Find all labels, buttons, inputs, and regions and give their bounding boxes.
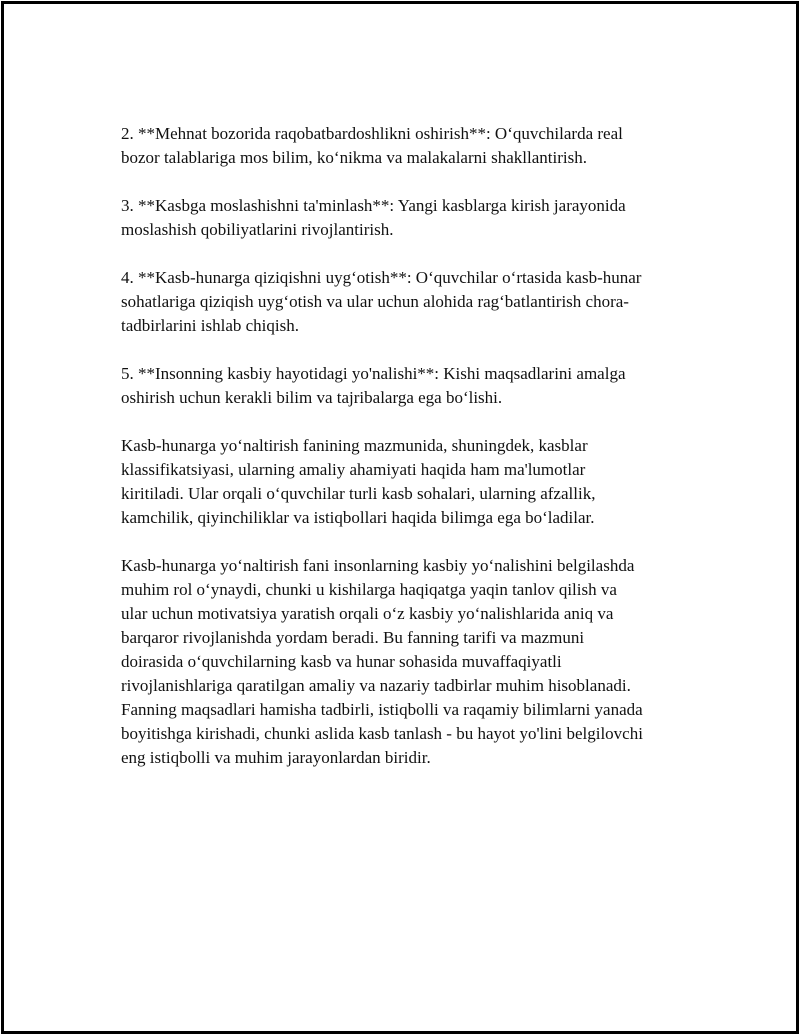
paragraph-goal-5: 5. **Insonning kasbiy hayotidagi yo'nalishi**: Kishi maqsadlarini amalga oshirish uchun kerakli bilim va tajribalarga ega bo‘lishi.	[121, 364, 626, 407]
paragraph-subject-role: Kasb-hunarga yo‘naltirish fani insonlarning kasbiy yo‘nalishini belgilashda muhim rol o‘ynaydi, chunki u kishilarga haqiqatga yaqin tanlov qilish va ular uchun motivatsiya yaratish orqali o‘z kasbiy yo‘nalishlarida aniq va barqaror rivojlanishda yordam beradi. Bu fanning tarifi va mazmuni doirasida o‘quvchilarning kasb va hunar sohasida muvaffaqiyatli rivojlanishlariga qaratilgan amaliy va nazariy tadbirlar muhim hisoblanadi. Fanning maqsadlari hamisha tadbirli, istiqbolli va raqamiy bilimlarni yanada boyitishga kirishadi, chunki aslida kasb tanlash - bu hayot yo'lini belgilovchi eng istiqbolli va muhim jarayonlardan biridir.	[121, 556, 643, 767]
paragraph-goal-2: 2. **Mehnat bozorida raqobatbardoshlikni oshirish**: O‘quvchilarda real bozor talablariga mos bilim, ko‘nikma va malakalarni shakllantirish.	[121, 124, 623, 167]
paragraph-goal-4: 4. **Kasb-hunarga qiziqishni uyg‘otish**: O‘quvchilar o‘rtasida kasb-hunar sohatlariga qiziqish uyg‘otish va ular uchun alohida rag‘batlantirish chora- tadbirlarini ishlab chiqish.	[121, 268, 642, 335]
page-frame	[1, 1, 799, 1034]
paragraph-goal-3: 3. **Kasbga moslashishni ta'minlash**: Yangi kasblarga kirish jarayonida moslashish qobiliyatlarini rivojlantirish.	[121, 196, 626, 239]
paragraph-content-overview: Kasb-hunarga yo‘naltirish fanining mazmunida, shuningdek, kasblar klassifikatsiyasi, ularning amaliy ahamiyati haqida ham ma'lumotlar kiritiladi. Ular orqali o‘quvchilar turli kasb sohalari, ularning afzallik, kamchilik, qiyinchiliklar va istiqbollari haqida bilimga ega bo‘ladilar.	[121, 436, 596, 527]
document-body	[121, 122, 691, 794]
